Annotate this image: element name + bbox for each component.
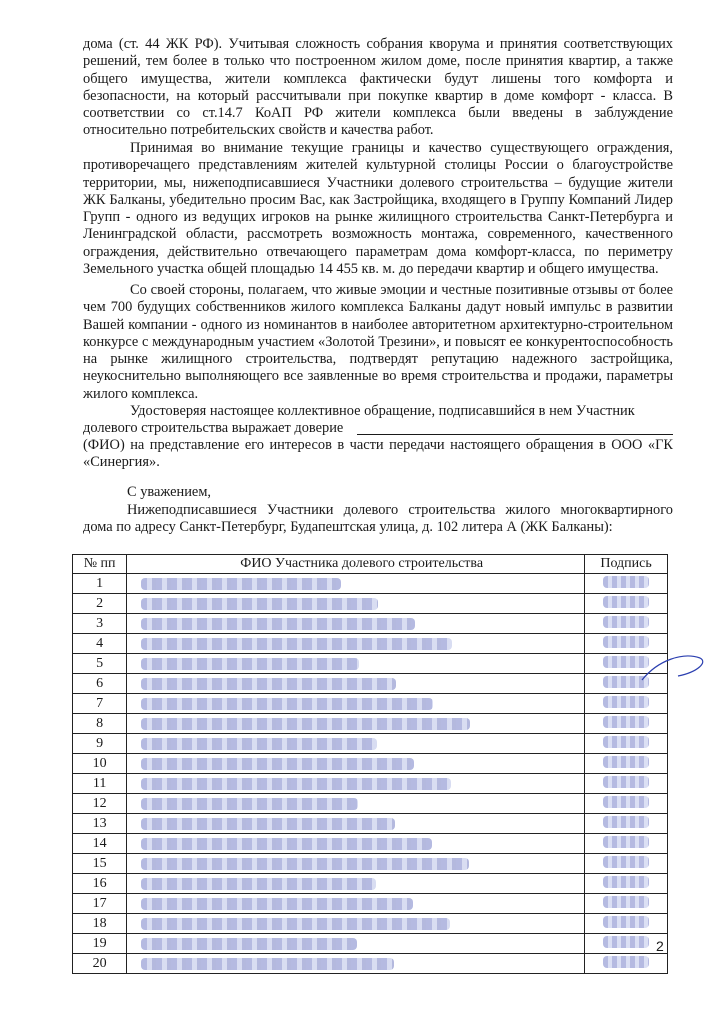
row-number: 11 [73, 774, 127, 794]
redacted-signature-cell [585, 894, 668, 914]
redacted-signature [603, 716, 649, 728]
attestation-line-1: Удостоверяя настоящее коллективное обращение, подписавшийся в нем Участник [130, 403, 635, 419]
row-number: 12 [73, 794, 127, 814]
redacted-name [141, 878, 376, 890]
redacted-signature-cell [585, 574, 668, 594]
table-row [73, 834, 668, 854]
redacted-signature-cell [585, 714, 668, 734]
redacted-signature-cell [585, 754, 668, 774]
pen-mark [638, 650, 708, 690]
redacted-name [141, 958, 394, 970]
redacted-signature [603, 896, 649, 908]
redacted-name [141, 678, 396, 690]
redacted-name [141, 638, 452, 650]
redacted-name-cell [127, 954, 585, 974]
redacted-name [141, 698, 433, 710]
table-row [73, 714, 668, 734]
redacted-name [141, 758, 414, 770]
redacted-name-cell [127, 774, 585, 794]
redacted-signature [603, 956, 649, 968]
closing-regards: С уважением, [127, 484, 212, 500]
redacted-name-cell [127, 914, 585, 934]
row-number: 7 [73, 694, 127, 714]
redacted-name [141, 778, 451, 790]
header-name: ФИО Участника долевого строительства [127, 555, 585, 574]
row-number: 6 [73, 674, 127, 694]
redacted-signature [603, 756, 649, 768]
redacted-signature-cell [585, 694, 668, 714]
table-row [73, 674, 668, 694]
redacted-signature-cell [585, 794, 668, 814]
table-row [73, 854, 668, 874]
redacted-signature [603, 576, 649, 588]
paragraph-3: Со своей стороны, полагаем, что живые эмоции и честные позитивные отзывы от более чем 700 будущих собственников жилого комплекса Балканы дадут новый импульс в развитии Вашей компании - одного из номинантов в наиболее авторитетном архитектурно-строительном конкурсе с международным участием «Золотой Трезини», и повысят ее конкурентоспособность на рынке жилищного строительства, подтвердят репутацию надежного застройщика, неукоснительно выполняющего все заявленные во время строительства и продажи, параметры жилого комплекса. [83, 282, 673, 402]
redacted-signature [603, 616, 649, 628]
redacted-signature-cell [585, 774, 668, 794]
table-row [73, 894, 668, 914]
signatories-table [72, 554, 668, 974]
row-number: 18 [73, 914, 127, 934]
header-signature: Подпись [585, 555, 668, 574]
redacted-name-cell [127, 594, 585, 614]
row-number: 4 [73, 634, 127, 654]
redacted-name-cell [127, 754, 585, 774]
redacted-name-cell [127, 574, 585, 594]
redacted-signature [603, 816, 649, 828]
redacted-name-cell [127, 634, 585, 654]
table-row [73, 754, 668, 774]
redacted-signature [603, 916, 649, 928]
row-number: 2 [73, 594, 127, 614]
table-row [73, 794, 668, 814]
redacted-name-cell [127, 694, 585, 714]
redacted-name-cell [127, 734, 585, 754]
paragraph-2: Принимая во внимание текущие границы и качество существующего ограждения, противоречащего представлениям жителей культурной столицы России о благоустройстве территории, мы, нижеподписавшиеся Участники долевого строительства – будущие жители ЖК Балканы, убедительно просим Вас, как Застройщика, входящего в Группу Компаний Лидер Групп - одного из ведущих игроков на рынке жилищного строительства Санкт-Петербурга и Ленинградской области, рассмотреть возможность монтажа, современного, качественного ограждения, действительно отвечающего параметрам дома комфорт-класса, по периметру Земельного участка общей площадью 14 455 кв. м. до передачи квартир и общего имущества. [83, 140, 673, 278]
redacted-name [141, 618, 415, 630]
redacted-name [141, 898, 413, 910]
table-row [73, 634, 668, 654]
trustee-blank-line [357, 434, 673, 435]
table-row [73, 934, 668, 954]
row-number: 20 [73, 954, 127, 974]
row-number: 8 [73, 714, 127, 734]
redacted-signature-cell [585, 914, 668, 934]
redacted-name-cell [127, 834, 585, 854]
redacted-name [141, 818, 395, 830]
redacted-name-cell [127, 614, 585, 634]
row-number: 14 [73, 834, 127, 854]
table-row [73, 654, 668, 674]
redacted-signature [603, 936, 649, 948]
row-number: 3 [73, 614, 127, 634]
redacted-signature [603, 876, 649, 888]
redacted-signature [603, 836, 649, 848]
redacted-name [141, 858, 469, 870]
paragraph-1: дома (ст. 44 ЖК РФ). Учитывая сложность собрания кворума и принятия соответствующих решений, тем более в только что построенном жилом доме, после принятия квартир, а также общего имущества, жители комплекса фактически будут лишены того комфорта и безопасности, на который рассчитывали при покупке квартир в доме комфорт - класса. В соответствии со ст.14.7 КоАП РФ жители комплекса были введены в заблуждение относительно потребительских свойств и качества работ. [83, 36, 673, 139]
table-row [73, 914, 668, 934]
row-number: 19 [73, 934, 127, 954]
redacted-signature-cell [585, 614, 668, 634]
header-number: № пп [73, 555, 127, 574]
redacted-signature-cell [585, 594, 668, 614]
redacted-signature [603, 596, 649, 608]
page-number: 2 [656, 938, 664, 954]
redacted-name [141, 798, 358, 810]
redacted-signature [603, 776, 649, 788]
row-number: 15 [73, 854, 127, 874]
redacted-name [141, 658, 359, 670]
table-row [73, 814, 668, 834]
redacted-signature-cell [585, 954, 668, 974]
attestation-line-3: (ФИО) на представление его интересов в части передачи настоящего обращения в ООО «ГК «Синергия». [83, 437, 673, 471]
redacted-name-cell [127, 934, 585, 954]
row-number: 10 [73, 754, 127, 774]
row-number: 1 [73, 574, 127, 594]
attestation-line-2: долевого строительства выражает доверие [83, 420, 344, 436]
table-row [73, 874, 668, 894]
redacted-name-cell [127, 894, 585, 914]
redacted-name [141, 598, 378, 610]
redacted-name-cell [127, 654, 585, 674]
table-row [73, 614, 668, 634]
redacted-name [141, 578, 341, 590]
redacted-name [141, 918, 450, 930]
redacted-name [141, 738, 377, 750]
redacted-signature-cell [585, 814, 668, 834]
signatories-intro: Нижеподписавшиеся Участники долевого строительства жилого многоквартирного дома по адресу Санкт-Петербург, Будапештская улица, д. 102 литера А (ЖК Балканы): [83, 502, 673, 536]
redacted-signature [603, 856, 649, 868]
redacted-signature-cell [585, 874, 668, 894]
redacted-name-cell [127, 714, 585, 734]
redacted-name-cell [127, 854, 585, 874]
row-number: 13 [73, 814, 127, 834]
redacted-signature [603, 736, 649, 748]
redacted-name-cell [127, 794, 585, 814]
table-row [73, 954, 668, 974]
redacted-name [141, 718, 470, 730]
redacted-name-cell [127, 674, 585, 694]
row-number: 9 [73, 734, 127, 754]
table-row [73, 694, 668, 714]
table-row [73, 594, 668, 614]
row-number: 17 [73, 894, 127, 914]
table-header-row [73, 555, 668, 574]
redacted-signature-cell [585, 854, 668, 874]
redacted-signature [603, 696, 649, 708]
redacted-name-cell [127, 874, 585, 894]
row-number: 5 [73, 654, 127, 674]
table-row [73, 774, 668, 794]
redacted-name-cell [127, 814, 585, 834]
redacted-name [141, 838, 432, 850]
table-row [73, 574, 668, 594]
redacted-signature [603, 636, 649, 648]
redacted-signature [603, 796, 649, 808]
redacted-signature-cell [585, 734, 668, 754]
redacted-signature-cell [585, 834, 668, 854]
redacted-name [141, 938, 357, 950]
row-number: 16 [73, 874, 127, 894]
table-row [73, 734, 668, 754]
